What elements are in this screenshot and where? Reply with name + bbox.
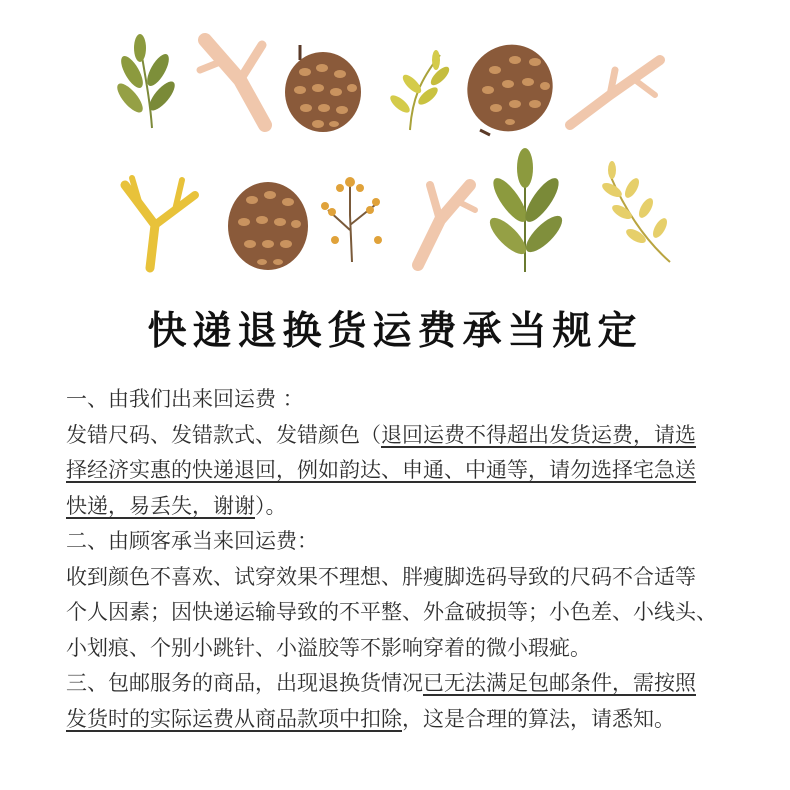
branch-icon: [125, 178, 195, 268]
section-2-heading: 二、由顾客承当来回运费：: [66, 529, 318, 553]
pinecone-icon: [285, 45, 361, 132]
pinecone-icon: [450, 28, 569, 148]
section-3-text: 三、包邮服务的商品，出现退换货情况: [66, 671, 423, 695]
section-1-underlined-text: 退回运费不得超出发货运费，请选: [381, 422, 696, 447]
section-2-text: 个人因素；因快递运输导致的不平整、外盒破损等；小色差、小线头、: [66, 600, 717, 624]
section-3-text: ，这是合理的算法，请悉知。: [402, 706, 675, 731]
leaf-sprig-icon: [485, 148, 568, 272]
rules-body: [66, 382, 746, 737]
twig-icon: [418, 185, 475, 265]
section-1-line: [66, 418, 746, 454]
botanical-illustration: [0, 0, 790, 290]
section-3-line: [66, 666, 746, 702]
section-1-text: 发错尺码、发错款式、发错颜色（: [66, 422, 381, 447]
twig-icon: [570, 60, 660, 125]
section-3-line: [66, 702, 746, 738]
yellow-leaf-sprig-icon: [600, 161, 670, 262]
section-1-underlined-text: 择经济实惠的快递退回，例如韵达、申通、中通等，请勿选择宅急送: [66, 458, 696, 482]
section-3-underlined-text: 已无法满足包邮条件，需按照: [423, 671, 696, 695]
leaf-sprig-icon: [113, 34, 179, 128]
section-3-underlined-text: 发货时的实际运费从商品款项中扣除: [66, 706, 402, 731]
pinecone-icon: [228, 182, 308, 270]
page-title: 快递退换货运费承当规定: [147, 309, 643, 354]
section-1-line: [66, 489, 746, 525]
berry-sprig-icon: [321, 177, 382, 262]
section-1-heading: 一、由我们出来回运费 ：: [66, 387, 304, 411]
section-1-text: ）。: [255, 493, 287, 518]
section-2-text: 收到颜色不喜欢、试穿效果不理想、胖瘦脚选码导致的尺码不合适等: [66, 564, 696, 589]
twig-icon: [200, 40, 265, 125]
section-2-text: 小划痕、个别小跳针、小溢胶等不影响穿着的微小瑕疵。: [66, 635, 591, 660]
yellow-sprig-icon: [388, 50, 452, 130]
section-1-underlined-text: 快递，易丢失，谢谢: [66, 493, 255, 518]
